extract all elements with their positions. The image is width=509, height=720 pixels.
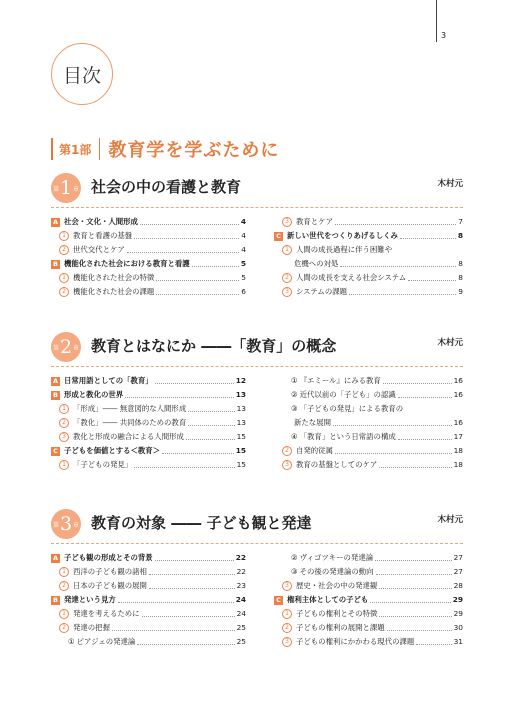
chapter-author: 木村元 (437, 179, 463, 189)
toc-entry (51, 402, 246, 416)
item-number: 3 (282, 581, 292, 591)
entry-text: 教育と看護の基盤 (73, 231, 133, 240)
chapter-3 (51, 507, 463, 646)
chapter-author: 木村元 (437, 338, 463, 348)
subitem-number: ① (68, 637, 75, 646)
leader-dots (125, 396, 234, 398)
leader-dots (188, 424, 234, 426)
chapter-number-badge (51, 509, 81, 539)
item-number: 1 (59, 273, 69, 283)
leader-dots (137, 643, 234, 645)
chapter-number-badge (51, 332, 81, 362)
toc-entry (274, 257, 463, 271)
section-marker: A (52, 553, 59, 562)
entry-text: システムの課題 (296, 287, 347, 296)
item-number: 2 (59, 623, 69, 633)
entry-page: 18 (453, 460, 463, 469)
leader-dots (112, 629, 235, 631)
leader-dots (375, 559, 451, 561)
item-number: 1 (59, 609, 69, 619)
entry-page: 30 (453, 623, 463, 632)
entry-page: 18 (453, 446, 463, 455)
item-number: 1 (282, 609, 292, 619)
item-number: 2 (282, 273, 292, 283)
toc-column-right (274, 374, 463, 472)
entry-page: 16 (453, 390, 463, 399)
toc-entry (51, 285, 246, 299)
entry-page: 22 (235, 553, 246, 562)
chapter-header (51, 171, 463, 208)
leader-dots (127, 251, 240, 253)
leader-dots (379, 615, 451, 617)
chapter-header (51, 330, 463, 367)
toc-entry (51, 621, 246, 635)
item-number: 2 (59, 245, 69, 255)
item-number: 1 (59, 460, 69, 470)
entry-text: 新たな展開 (294, 418, 331, 427)
entry-text: 機能化された社会における教育と看護 (64, 259, 190, 268)
toc-entry (274, 402, 463, 416)
toc-entry (51, 444, 246, 458)
toc-entry (51, 257, 246, 271)
entry-text: 「形成」―― 無意図的な人間形成 (73, 404, 187, 413)
toc-entry (51, 593, 246, 607)
item-number: 1 (282, 245, 292, 255)
chapter-prefix: 第 (52, 521, 59, 529)
item-number: 2 (59, 581, 69, 591)
leader-dots (188, 410, 234, 412)
entry-page: 15 (236, 460, 246, 469)
entry-page: 29 (453, 609, 463, 618)
leader-dots (162, 452, 234, 454)
entry-text: 歴史・社会の中の発達観 (296, 581, 378, 590)
entry-text: 子どもの権利にかかわる現代の課題 (296, 637, 415, 646)
section-marker: C (274, 232, 283, 241)
chapter-prefix: 第 (52, 344, 59, 352)
item-number: 3 (282, 460, 292, 470)
entry-page: 29 (452, 595, 463, 604)
item-number: 3 (282, 217, 292, 227)
leader-dots (408, 279, 456, 281)
toc-entry (274, 565, 463, 579)
leader-dots (335, 452, 452, 454)
entry-page: 13 (235, 390, 246, 399)
toc-entry (51, 416, 246, 430)
entry-text: 近代以前の「子ども」の認識 (299, 390, 396, 399)
entry-text: 社会・文化・人間形成 (64, 217, 138, 226)
chapter-suffix: 章 (73, 185, 80, 193)
toc-entry (274, 444, 463, 458)
entry-page: 9 (458, 287, 463, 296)
toc-column-left (51, 374, 246, 472)
entry-page: 8 (458, 259, 463, 268)
toc-entry (274, 374, 463, 388)
entry-page: 13 (236, 418, 246, 427)
entry-page: 27 (453, 553, 463, 562)
chapter-2 (51, 330, 463, 469)
leader-dots (398, 438, 452, 440)
entry-page: 8 (457, 231, 463, 240)
item-number: 3 (282, 287, 292, 297)
subitem-number: ② (291, 553, 298, 562)
entry-page: 25 (236, 623, 246, 632)
entry-page: 4 (240, 217, 246, 226)
subitem-number: ② (291, 390, 298, 399)
entry-text: 発達という見方 (64, 595, 116, 604)
entry-page: 17 (453, 432, 463, 441)
entry-text: 形成と教化の世界 (64, 390, 124, 399)
entry-page: 28 (453, 581, 463, 590)
chapter-suffix: 章 (73, 344, 80, 352)
toc-entry (274, 607, 463, 621)
leader-dots (156, 279, 239, 281)
subitem-number: ③ (291, 404, 298, 413)
entry-page: 4 (241, 245, 246, 254)
chapter-author: 木村元 (437, 515, 463, 525)
toc-entry (51, 215, 246, 229)
part-title: 教育学を学ぶために (108, 140, 280, 161)
chapter-number: 1 (59, 176, 73, 199)
toc-entry (274, 621, 463, 635)
entry-text: 教化と形成の融合による人間形成 (73, 432, 184, 441)
item-number: 2 (282, 446, 292, 456)
leader-dots (156, 293, 239, 295)
entry-text: 子どもの権利とその特徴 (296, 609, 378, 618)
leader-dots (340, 265, 456, 267)
chapter-title: 社会の中の看護と教育 (91, 178, 242, 196)
leader-dots (140, 223, 239, 225)
entry-page: 23 (236, 581, 246, 590)
entry-text: 「教育」という日常語の構成 (299, 432, 396, 441)
leader-dots (383, 382, 452, 384)
toc-entry (274, 458, 463, 472)
toc-entry (51, 374, 246, 388)
chapter-title: 教育とはなにか ――「教育」の概念 (91, 337, 337, 355)
item-number: 1 (59, 404, 69, 414)
entry-page: 8 (458, 273, 463, 282)
toc-column-left (51, 551, 246, 649)
entry-text: 機能化された社会の課題 (73, 287, 155, 296)
entry-page: 7 (458, 217, 463, 226)
entry-text: ピアジェの発達論 (76, 637, 136, 646)
item-number: 2 (282, 623, 292, 633)
chapter-number: 3 (59, 512, 73, 535)
header-rule (436, 0, 437, 42)
subitem-number: ① (291, 376, 298, 385)
toc-entry (274, 430, 463, 444)
section-marker: B (51, 260, 60, 269)
leader-dots (379, 466, 451, 468)
entry-page: 5 (241, 273, 246, 282)
toc-entry (51, 229, 246, 243)
chapter-1 (51, 171, 463, 296)
toc-entry (51, 271, 246, 285)
entry-text: 自発的従属 (296, 446, 333, 455)
entry-page: 16 (453, 418, 463, 427)
entry-text: 権利主体としての子ども (287, 595, 369, 604)
toc-entry (274, 243, 463, 257)
item-number: 3 (59, 432, 69, 442)
chapter-number: 2 (59, 335, 73, 358)
leader-dots (155, 382, 234, 384)
entry-page: 24 (235, 595, 246, 604)
entry-text: 「子どもの発見」による教育の (299, 404, 404, 413)
leader-dots (379, 587, 451, 589)
entry-page: 5 (240, 259, 246, 268)
leader-dots (387, 629, 452, 631)
toc-entry (274, 285, 463, 299)
toc-title: 目次 (62, 64, 101, 87)
entry-text: 日本の子ども観の展開 (73, 581, 147, 590)
entry-page: 6 (241, 287, 246, 296)
leader-dots (333, 424, 452, 426)
entry-text: 人間の成長過程に伴う困難や (296, 245, 393, 254)
entry-text: 子ども観の形成とその背景 (64, 553, 153, 562)
toc-entry (51, 243, 246, 257)
toc-entry (274, 593, 463, 607)
leader-dots (398, 396, 452, 398)
toc-entry (274, 271, 463, 285)
toc-entry (274, 215, 463, 229)
entry-page: 13 (236, 404, 246, 413)
chapter-suffix: 章 (73, 521, 80, 529)
page-number: 3 (441, 31, 447, 40)
section-marker: B (51, 391, 60, 400)
toc-column-left (51, 215, 246, 299)
toc-entry (274, 229, 463, 243)
entry-text: 世代交代とケア (73, 245, 125, 254)
toc-entry (51, 635, 246, 649)
toc-entry (274, 635, 463, 649)
entry-page: 16 (453, 376, 463, 385)
entry-page: 22 (236, 567, 246, 576)
entry-text: 『エミール』にみる教育 (299, 376, 381, 385)
entry-text: 子どもを価値とする＜教育＞ (64, 446, 161, 455)
toc-entry (274, 551, 463, 565)
leader-dots (186, 438, 235, 440)
item-number: 3 (282, 637, 292, 647)
toc-entry (51, 565, 246, 579)
item-number: 2 (59, 418, 69, 428)
entry-text: 発達を考えるために (73, 609, 140, 618)
entry-text: ヴィゴツキーの発達論 (299, 553, 374, 562)
item-number: 2 (59, 287, 69, 297)
leader-dots (376, 573, 452, 575)
leader-dots (400, 237, 456, 239)
entry-page: 15 (236, 432, 246, 441)
chapter-number-badge (51, 173, 81, 203)
part-label: 第1部 (51, 138, 91, 160)
section-marker: C (51, 447, 60, 456)
leader-dots (118, 601, 234, 603)
section-marker: B (51, 596, 60, 605)
entry-page: 25 (236, 637, 246, 646)
entry-text: 日常用語としての「教育」 (64, 376, 153, 385)
toc-column-right (274, 551, 463, 649)
part-separator (99, 138, 100, 160)
entry-text: 子どもの権利の展開と課題 (296, 623, 385, 632)
section-marker: C (274, 596, 283, 605)
chapter-header (51, 507, 463, 544)
leader-dots (416, 643, 451, 645)
leader-dots (335, 223, 456, 225)
entry-text: 西洋の子ども観の諸相 (73, 567, 147, 576)
leader-dots (192, 265, 239, 267)
toc-entry (51, 388, 246, 402)
leader-dots (155, 559, 234, 561)
chapter-title: 教育の対象 ―― 子ども観と発達 (91, 514, 312, 532)
toc-entry (51, 579, 246, 593)
entry-page: 15 (235, 446, 246, 455)
entry-text: 教育とケア (296, 217, 333, 226)
entry-text: 危機への対処 (294, 259, 339, 268)
item-number: 1 (59, 567, 69, 577)
entry-text: 新しい世代をつくりあげるしくみ (287, 231, 398, 240)
leader-dots (370, 601, 450, 603)
toc-entry (51, 551, 246, 565)
toc-column-right (274, 215, 463, 299)
part-heading (51, 137, 279, 161)
leader-dots (142, 615, 235, 617)
leader-dots (134, 466, 234, 468)
subitem-number: ③ (291, 567, 298, 576)
entry-text: その後の発達論の動向 (299, 567, 374, 576)
entry-text: 人間の成長を支える社会システム (296, 273, 407, 282)
entry-text: 「子どもの発見」 (73, 460, 133, 469)
subitem-number: ④ (291, 432, 298, 441)
chapter-prefix: 第 (52, 185, 59, 193)
entry-page: 4 (241, 231, 246, 240)
toc-entry (51, 430, 246, 444)
item-number: 1 (59, 231, 69, 241)
entry-text: 「教化」―― 共同体のための教育 (73, 418, 187, 427)
toc-entry (274, 579, 463, 593)
leader-dots (134, 237, 239, 239)
toc-title-circle (51, 43, 113, 105)
section-marker: A (52, 217, 59, 226)
entry-text: 機能化された社会の特徴 (73, 273, 155, 282)
entry-page: 12 (235, 376, 246, 385)
section-marker: A (52, 376, 59, 385)
toc-entry (274, 388, 463, 402)
leader-dots (149, 587, 235, 589)
leader-dots (149, 573, 235, 575)
toc-entry (51, 607, 246, 621)
toc-entry (51, 458, 246, 472)
entry-page: 27 (453, 567, 463, 576)
toc-entry (274, 416, 463, 430)
entry-text: 教育の基盤としてのケア (296, 460, 378, 469)
entry-page: 24 (236, 609, 246, 618)
entry-page: 31 (453, 637, 463, 646)
leader-dots (349, 293, 456, 295)
entry-text: 発達の把握 (73, 623, 110, 632)
